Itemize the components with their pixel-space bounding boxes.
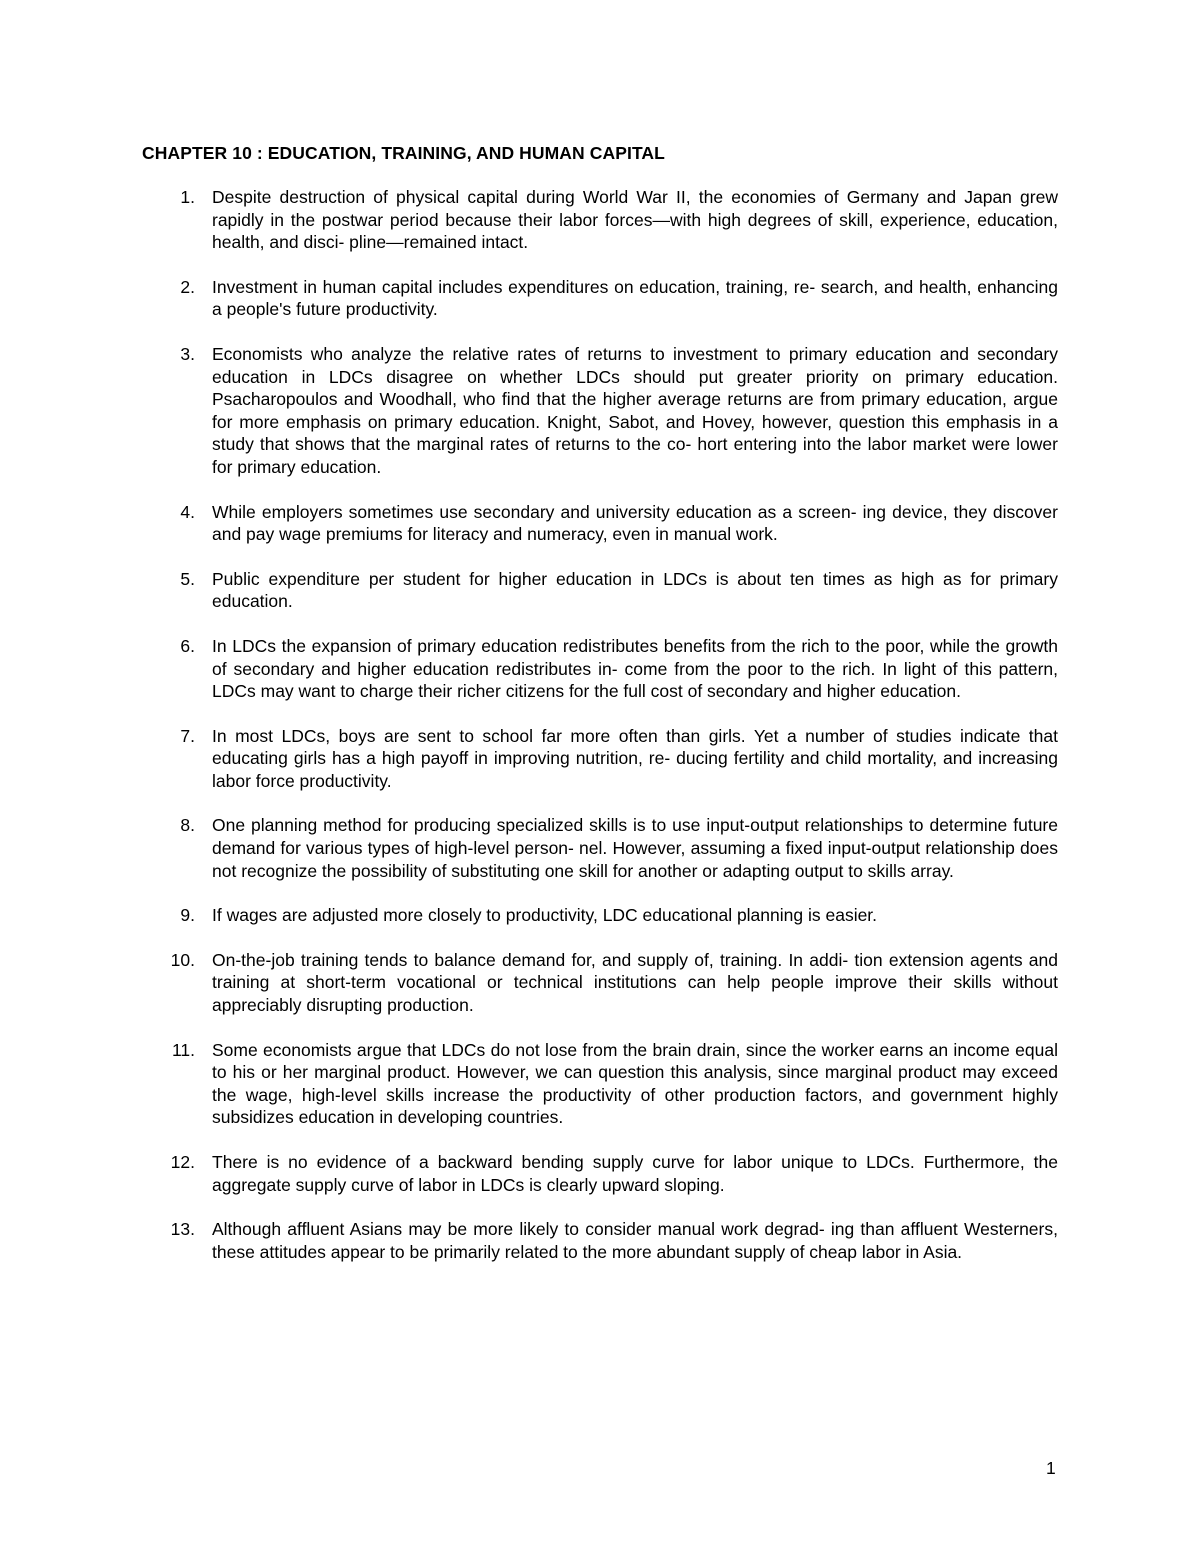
item-number: 12.	[170, 1152, 195, 1172]
list-item	[142, 1039, 1058, 1129]
item-text: One planning method for producing specialized skills is to use input-output relationships to determine future demand for various types of high-level person- nel. However, assuming a fixed input-output relationship does not recognize the possibility of substituting one skill for another or adapting output to skills array.	[212, 815, 1058, 881]
item-text: In most LDCs, boys are sent to school far more often than girls. Yet a number of studies indicate that educating girls has a high payoff in improving nutrition, re- ducing fertility and child mortality, and increasing labor force productivity.	[212, 725, 1058, 791]
item-text: There is no evidence of a backward bending supply curve for labor unique to LDCs. Furthermore, the aggregate supply curve of labor in LDCs is clearly upward sloping.	[212, 1152, 1058, 1195]
item-number: 13.	[170, 1219, 195, 1240]
item-number: 2.	[180, 276, 195, 297]
item-number: 10.	[170, 949, 195, 970]
item-text: On-the-job training tends to balance demand for, and supply of, training. In addi- tion extension agents and training at short-term vocational or technical institutions can help people improve their skills without appreciably disrupting production.	[212, 949, 1058, 1016]
item-number: 6.	[180, 635, 195, 656]
item-number: 4.	[180, 501, 195, 522]
item-text: In LDCs the expansion of primary education redistributes benefits from the rich to the poor, while the growth of secondary and higher education redistributes in- come from the poor to the rich. In light of this pattern, LDCs may want to charge their richer citizens for the full cost of secondary and higher education.	[212, 635, 1058, 702]
item-number: 8.	[180, 815, 195, 836]
item-number: 9.	[180, 905, 195, 926]
item-text: Investment in human capital includes expenditures on education, training, re- search, and health, enhancing a people's future productivity.	[212, 276, 1058, 320]
list-item	[142, 1218, 1058, 1263]
list-item	[142, 814, 1058, 882]
item-text: Despite destruction of physical capital during World War II, the economies of Germany and Japan grew rapidly in the postwar period because their labor forces—with high degrees of skill, experience, education, health, and disci- pline—remained intact.	[212, 187, 1058, 253]
list-item	[142, 501, 1058, 546]
list-item	[142, 1151, 1058, 1196]
item-number: 11.	[171, 1039, 195, 1060]
item-number: 5.	[180, 568, 195, 589]
item-number: 3.	[180, 343, 195, 364]
list-item	[142, 186, 1058, 254]
list-item	[142, 904, 1058, 927]
item-text: Public expenditure per student for higher education in LDCs is about ten times as high as for primary education.	[212, 568, 1058, 612]
summary-list	[142, 186, 1058, 1285]
list-item	[142, 568, 1058, 613]
item-text: While employers sometimes use secondary and university education as a screen- ing device, they discover and pay wage premiums for literacy and numeracy, even in manual work.	[212, 501, 1058, 545]
item-text: If wages are adjusted more closely to productivity, LDC educational planning is easier.	[212, 905, 878, 926]
item-text: Economists who analyze the relative rates of returns to investment to primary education and secondary education in LDCs disagree on whether LDCs should put greater priority on primary education. Psacharopoulos and Woodhall, who find that the higher average returns are from primary education, argue for more emphasis on primary education. Knight, Sabot, and Hovey, however, question this emphasis in a study that shows that the marginal rates of returns to the co- hort entering into the labor market were lower for primary education.	[212, 343, 1058, 477]
chapter-title: CHAPTER 10 : EDUCATION, TRAINING, AND HUMAN CAPITAL	[142, 143, 665, 163]
list-item	[142, 276, 1058, 321]
item-text: Some economists argue that LDCs do not lose from the brain drain, since the worker earns an income equal to his or her marginal product. However, we can question this analysis, since marginal product may exceed the wage, high-level skills increase the productivity of other production factors, and government highly subsidizes education in developing countries.	[212, 1039, 1058, 1128]
item-number: 7.	[180, 725, 195, 746]
list-item	[142, 343, 1058, 479]
list-item	[142, 635, 1058, 703]
list-item	[142, 725, 1058, 793]
page-number: 1	[1046, 1458, 1056, 1478]
list-item	[142, 949, 1058, 1017]
item-text: Although affluent Asians may be more likely to consider manual work degrad- ing than affluent Westerners, these attitudes appear to be primarily related to the more abundant supply of cheap labor in Asia.	[212, 1219, 1058, 1262]
item-number: 1.	[180, 187, 195, 207]
